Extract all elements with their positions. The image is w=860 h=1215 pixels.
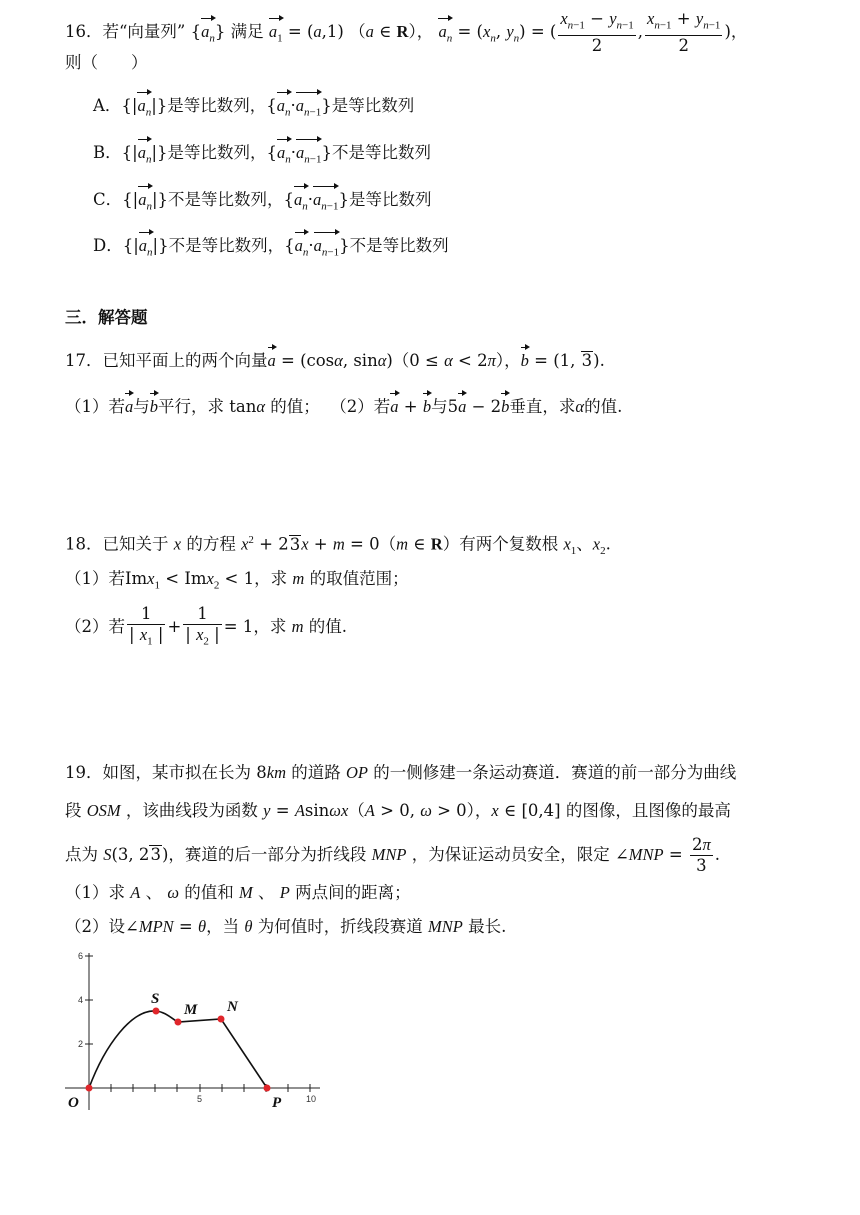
point-n [218, 1016, 225, 1023]
q19-line2: 段 OSM ，该曲线段为函数 y = Asinωx（A > 0, ω > 0），x ∈ [0,4] 的图像，且图像的最高 [65, 801, 731, 820]
q16-option-c[interactable]: C．$\{|a_n|\}$不是等比数列，$\{a_n\cdot a_{n-1}\}$是等比数列 [93, 185, 431, 218]
label-s: S [151, 991, 160, 1007]
q17-number: 17． [65, 351, 103, 370]
q19-part1: （1）求 A 、 ω 的值和 M 、 P 两点间的距离； [65, 883, 411, 902]
label-m: M [184, 1002, 198, 1018]
q16-then: 则（ ） [65, 53, 148, 72]
q17-parts: （1）若a与b平行，求 tanα 的值； （2）若a + b与5a − 2b垂直，求α的值. [65, 392, 622, 419]
q18-number: 18． [65, 534, 103, 554]
q19-line1: 19．如图，某市拟在长为 8km 的道路 OP 的一侧修建一条运动赛道．赛道的前一部分为曲线 [65, 763, 737, 782]
label-p: P [272, 1095, 282, 1111]
section-title: 三．解答题 [65, 308, 148, 327]
point-p [264, 1085, 271, 1092]
q16-option-a[interactable]: A．$\{|a_n|\}$是等比数列，$\{a_n\cdot a_{n-1}\}$是等比数列 [93, 91, 414, 124]
q19-part2: （2）设∠MPN = θ，当 θ 为何值时，折线段赛道 MNP 最长. [65, 917, 507, 936]
label-n: N [227, 999, 238, 1015]
point-m [175, 1019, 182, 1026]
q16-number: 16． [65, 22, 103, 42]
label-o: O [68, 1095, 79, 1111]
track-figure [60, 945, 330, 1115]
q19-number: 19． [65, 763, 103, 782]
y-tick-label: 4 [78, 995, 84, 1005]
q18-line1: 18．已知关于 x 的方程 $x^2 + 23x + m = 0(m$ ∈ R）有两个复数根 $x_1$、$x_2$. [65, 534, 611, 557]
point-o [86, 1085, 93, 1092]
q18-part2: （2）若 $\frac{1}{| x_1 |}$ + $\frac{1}{| x_2 |}$ = 1，求 m 的值. [65, 604, 347, 648]
q18-part1: （1）若Imx$_1$ < Imx$_2$ < 1，求 m 的取值范围； [65, 569, 409, 592]
y-tick-label: 6 [78, 951, 84, 961]
y-tick-label: 2 [78, 1039, 84, 1049]
q16-option-d[interactable]: D．$\{|a_n|\}$不是等比数列，$\{a_n\cdot a_{n-1}\}$不是等比数列 [93, 231, 449, 264]
x-tick-label: 10 [306, 1094, 317, 1104]
point-s [153, 1008, 160, 1015]
q16-option-b[interactable]: B．$\{|a_n|\}$是等比数列，$\{a_n\cdot a_{n-1}\}$不是等比数列 [93, 138, 431, 171]
q19-line3: 点为 S(3, 23)，赛道的后一部分为折线段 MNP ，为保证运动员安全，限定 ∠MNP = $\frac{2\pi}{3}$ . [65, 835, 720, 875]
q16-line1: 16．若“向量列” $\{a_n\}$ 满足 $a_1 = (a,1)$ （a ∈ R）， $a_n = (x_n$, $y_n$) = ( $\frac{x_{n-1} - y_{n-1}}{2}$ , $\frac{x_{n-1} + y_{n-1}}{2}$ )， [65, 9, 748, 56]
q17-line1: 17．已知平面上的两个向量a = (cosα, sinα)（0 ≤ α < 2π），b = (1, 3). [65, 346, 605, 373]
x-tick-label: 5 [197, 1094, 203, 1104]
